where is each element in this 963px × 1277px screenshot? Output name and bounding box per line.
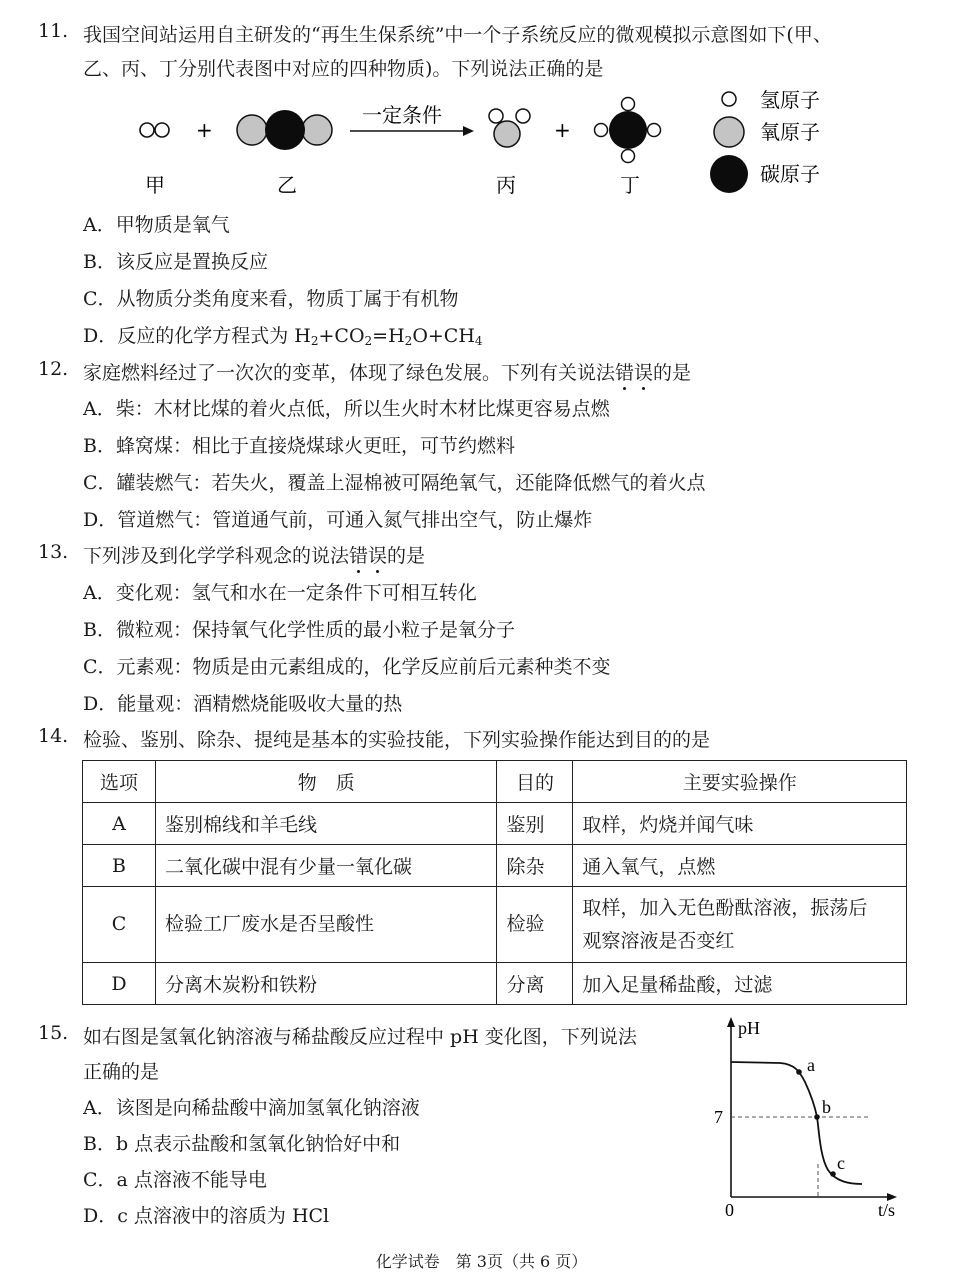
label-ding: 丁	[620, 173, 640, 197]
row-purpose: 分离	[497, 963, 573, 1005]
row-operation: 加入足量稀盐酸，过滤	[573, 963, 907, 1005]
q15-number: 15.	[38, 1022, 69, 1044]
label-jia: 甲	[145, 173, 165, 197]
q11-stem-line2: 乙、丙、丁分别代表图中对应的四种物质)。下列说法正确的是	[83, 58, 604, 80]
emphasis-char: 误	[368, 541, 387, 568]
legend-oxygen-label: 氧原子	[760, 120, 820, 144]
row-substance: 二氧化碳中混有少量一氧化碳	[155, 845, 497, 887]
molecule-bing	[489, 109, 530, 147]
formula-part: =H	[372, 325, 405, 347]
reaction-condition: 一定条件	[362, 103, 442, 127]
legend	[710, 88, 820, 193]
operation-line-1: 取样，加入无色酚酞溶液，振荡后	[582, 896, 868, 919]
q14-stem: 检验、鉴别、除杂、提纯是基本的实验技能，下列实验操作能达到目的的是	[83, 729, 711, 751]
q11-option-d[interactable]	[83, 321, 483, 348]
table-row[interactable]	[83, 803, 907, 845]
table-row[interactable]	[83, 887, 907, 963]
y-tick-7: 7	[714, 1107, 723, 1127]
label-yi: 乙	[277, 173, 297, 197]
legend-oxygen-icon	[714, 117, 744, 147]
plus-sign-2: +	[554, 118, 571, 142]
molecule-yi	[237, 110, 332, 150]
q13-stem-text-end: 的是	[387, 545, 426, 567]
table-row[interactable]	[83, 963, 907, 1005]
q14-table	[82, 760, 907, 1005]
y-axis-label: pH	[738, 1018, 760, 1038]
q11-option-b[interactable]: B．该反应是置换反应	[83, 251, 268, 273]
label-bing: 丙	[496, 173, 516, 197]
q13-option-a[interactable]: A．变化观：氢气和水在一定条件下可相互转化	[83, 582, 477, 604]
row-operation	[573, 887, 907, 963]
row-option: D	[83, 963, 156, 1005]
point-c-label: c	[837, 1153, 845, 1173]
q13-number: 13.	[38, 541, 69, 563]
point-b-label: b	[822, 1097, 831, 1117]
row-option: A	[83, 803, 156, 845]
point-a-label: a	[807, 1055, 815, 1075]
row-operation: 取样，灼烧并闻气味	[573, 803, 907, 845]
q11-option-d-text: D．反应的化学方程式为 H	[83, 325, 311, 347]
legend-hydrogen-icon	[722, 92, 736, 106]
row-purpose: 鉴别	[497, 803, 573, 845]
header-substance: 物 质	[155, 761, 497, 803]
row-option: C	[83, 887, 156, 963]
header-operation: 主要实验操作	[573, 761, 907, 803]
q13-stem-text: 下列涉及到化学学科观念的说法	[83, 545, 350, 567]
operation-line-2: 观察溶液是否变红	[582, 929, 735, 952]
legend-carbon-icon	[710, 155, 748, 193]
q12-option-d[interactable]: D．管道燃气：管道通气前，可通入氮气排出空气，防止爆炸	[83, 509, 593, 531]
y-axis-arrow	[727, 1017, 735, 1027]
q15-stem-line2: 正确的是	[83, 1061, 160, 1083]
x-axis-label: t/s	[878, 1200, 896, 1220]
q11-stem-line1: 我国空间站运用自主研发的“再生生保系统”中一个子系统反应的微观模拟示意图如下(甲、	[83, 24, 832, 46]
origin-label: 0	[725, 1200, 734, 1220]
q12-number: 12.	[38, 358, 69, 380]
q14-number: 14.	[38, 725, 69, 747]
point-a	[796, 1069, 802, 1075]
q12-stem-text: 家庭燃料经过了一次次的变革，体现了绿色发展。下列有关说法	[83, 362, 616, 384]
arrow-head	[463, 126, 474, 136]
formula-part: O+CH	[412, 325, 475, 347]
subscript: 4	[474, 334, 483, 348]
formula-part: +CO	[318, 325, 365, 347]
q12-option-b[interactable]: B．蜂窝煤：相比于直接烧煤球火更旺，可节约燃料	[83, 435, 515, 457]
table-header-row	[83, 761, 907, 803]
row-purpose: 除杂	[497, 845, 573, 887]
molecule-ding	[595, 98, 661, 163]
q11-option-a[interactable]: A．甲物质是氧气	[83, 214, 230, 236]
q11-option-c[interactable]: C．从物质分类角度来看，物质丁属于有机物	[83, 288, 459, 310]
point-c	[830, 1171, 836, 1177]
header-option: 选项	[83, 761, 156, 803]
q11-number: 11.	[38, 20, 69, 42]
q15-option-d[interactable]: D．c 点溶液中的溶质为 HCl	[83, 1205, 330, 1227]
q12-stem	[83, 358, 691, 385]
q12-stem-text-end: 的是	[653, 362, 692, 384]
ph-graph	[700, 1012, 915, 1222]
table-row[interactable]	[83, 845, 907, 887]
q12-option-a[interactable]: A．柴：木材比煤的着火点低，所以生火时木材比煤更容易点燃	[83, 398, 610, 420]
header-purpose: 目的	[497, 761, 573, 803]
subscript: 2	[310, 334, 319, 348]
row-substance: 分离木炭粉和铁粉	[155, 963, 497, 1005]
emphasis-char: 错	[615, 358, 634, 385]
q15-option-a[interactable]: A．该图是向稀盐酸中滴加氢氧化钠溶液	[83, 1097, 420, 1119]
point-b	[814, 1114, 820, 1120]
q15-stem-line1: 如右图是氢氧化钠溶液与稀盐酸反应过程中 pH 变化图，下列说法	[83, 1026, 637, 1048]
row-option: B	[83, 845, 156, 887]
legend-carbon-label: 碳原子	[760, 162, 820, 186]
q13-option-d[interactable]: D．能量观：酒精燃烧能吸收大量的热	[83, 693, 403, 715]
row-purpose: 检验	[497, 887, 573, 963]
emphasis-char: 误	[634, 358, 653, 385]
row-substance: 检验工厂废水是否呈酸性	[155, 887, 497, 963]
q13-option-b[interactable]: B．微粒观：保持氧气化学性质的最小粒子是氧分子	[83, 619, 515, 641]
row-operation: 通入氧气，点燃	[573, 845, 907, 887]
q15-option-c[interactable]: C．a 点溶液不能导电	[83, 1169, 267, 1191]
row-substance: 鉴别棉线和羊毛线	[155, 803, 497, 845]
plus-sign-1: +	[196, 118, 213, 142]
q12-option-c[interactable]: C．罐装燃气：若失火，覆盖上湿棉被可隔绝氧气，还能降低燃气的着火点	[83, 472, 706, 494]
q13-option-c[interactable]: C．元素观：物质是由元素组成的，化学反应前后元素种类不变	[83, 656, 611, 678]
q15-option-b[interactable]: B．b 点表示盐酸和氢氧化钠恰好中和	[83, 1133, 401, 1155]
subscript: 2	[404, 334, 413, 348]
q13-stem	[83, 541, 425, 568]
molecule-jia	[140, 123, 169, 137]
emphasis-char: 错	[349, 541, 368, 568]
page-footer: 化学试卷 第 3页（共 6 页）	[375, 1252, 588, 1271]
subscript: 2	[364, 334, 373, 348]
q11-reaction-diagram	[130, 88, 850, 203]
legend-hydrogen-label: 氢原子	[760, 88, 820, 112]
